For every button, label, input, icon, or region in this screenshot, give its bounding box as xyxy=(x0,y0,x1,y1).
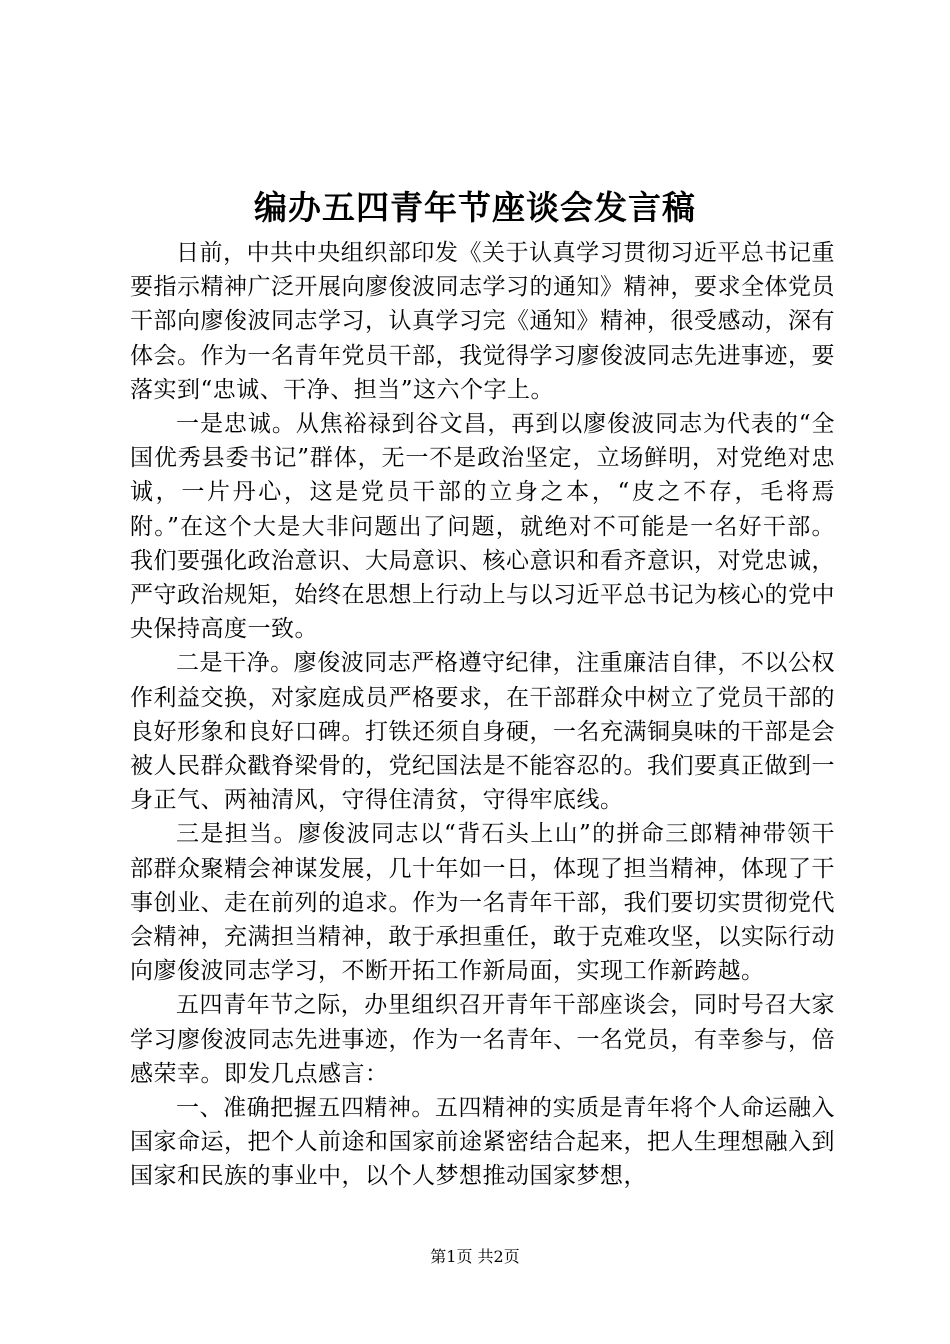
page-number-footer: 第1页 共2页 xyxy=(430,1247,520,1266)
paragraph-intro: 日前，中共中央组织部印发《关于认真学习贯彻习近平总书记重要指示精神广泛开展向廖俊波同志学习的通知》精神，要求全体党员干部向廖俊波同志学习，认真学习完《通知》精神，很受感动，深有体会。作为一名青年党员干部，我觉得学习廖俊波同志先进事迹，要落实到“忠诚、干净、担当”这六个字上。 xyxy=(130,240,835,403)
paragraph-youth-day: 五四青年节之际，办里组织召开青年干部座谈会，同时号召大家学习廖俊波同志先进事迹，作为一名青年、一名党员，有幸参与，倍感荣幸。即发几点感言： xyxy=(130,992,835,1087)
document-title: 编办五四青年节座谈会发言稿 xyxy=(254,188,696,227)
paragraph-may-fourth-spirit: 一、准确把握五四精神。五四精神的实质是青年将个人命运融入国家命运，把个人前途和国家前途紧密结合起来，把人生理想融入到国家和民族的事业中，以个人梦想推动国家梦想， xyxy=(130,1095,835,1190)
document-body xyxy=(130,236,835,1194)
paragraph-responsibility: 三是担当。廖俊波同志以“背石头上山”的拼命三郎精神带领干部群众聚精会神谋发展，几十年如一日，体现了担当精神，体现了干事创业、走在前列的追求。作为一名青年干部，我们要切实贯彻党代会精神，充满担当精神，敢于承担重任，敢于克难攻坚，以实际行动向廖俊波同志学习，不断开拓工作新局面，实现工作新跨越。 xyxy=(130,821,835,985)
paragraph-integrity: 二是干净。廖俊波同志严格遵守纪律，注重廉洁自律，不以公权作利益交换，对家庭成员严格要求，在干部群众中树立了党员干部的良好形象和良好口碑。打铁还须自身硬，一名充满铜臭味的干部是会被人民群众戳脊梁骨的，党纪国法是不能容忍的。我们要真正做到一身正气、两袖清风，守得住清贫，守得牢底线。 xyxy=(130,650,835,814)
paragraph-loyalty: 一是忠诚。从焦裕禄到谷文昌，再到以廖俊波同志为代表的“全国优秀县委书记”群体，无一不是政治坚定，立场鲜明，对党绝对忠诚，一片丹心，这是党员干部的立身之本，“皮之不存，毛将焉附。”在这个大是大非问题出了问题，就绝对不可能是一名好干部。我们要强化政治意识、大局意识、核心意识和看齐意识，对党忠诚，严守政治规矩，始终在思想上行动上与以习近平总书记为核心的党中央保持高度一致。 xyxy=(130,411,835,643)
